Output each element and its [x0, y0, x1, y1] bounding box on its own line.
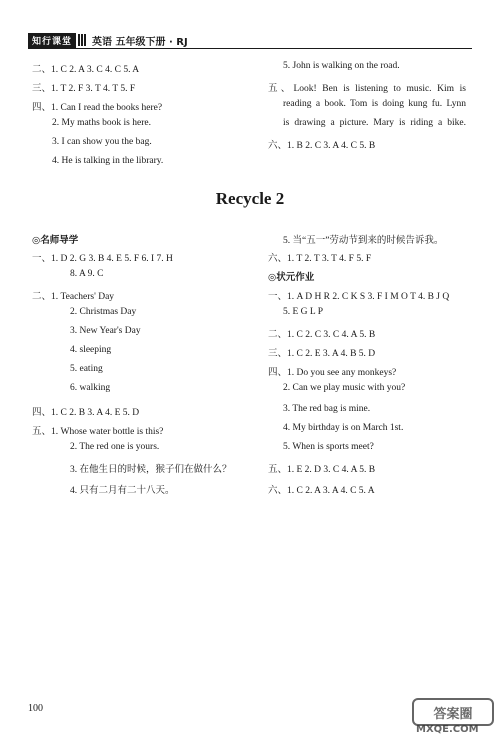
page-number: 100 [28, 703, 43, 714]
answer-line: 6. walking [70, 383, 111, 393]
answer-line: 五、1. E 2. D 3. C 4. A 5. B [268, 465, 376, 475]
watermark-url: MXQE.COM [416, 724, 479, 735]
answer-line: 四、1. C 2. B 3. A 4. E 5. D [32, 408, 140, 418]
answer-line: 六、1. C 2. A 3. A 4. C 5. A [268, 486, 375, 496]
answer-line: 五、1. Whose water bottle is this? [32, 427, 164, 437]
answer-line: is drawing a picture. Mary is riding a bike. [283, 118, 466, 128]
answer-line: 五、Look! Ben is listening to music. Kim is [268, 84, 466, 94]
answer-line: 三、1. T 2. F 3. T 4. T 5. F [32, 84, 136, 94]
answer-line: 8. A 9. C [70, 269, 104, 279]
section-title: Recycle 2 [215, 189, 285, 208]
answer-line: 5. John is walking on the road. [283, 61, 400, 71]
answer-line: 三、1. C 2. E 3. A 4. B 5. D [268, 349, 376, 359]
answer-line: 3. I can show you the bag. [52, 137, 152, 147]
answer-line: 四、1. Do you see any monkeys? [268, 368, 397, 378]
answer-line: 3. New Year's Day [70, 326, 141, 336]
answer-line: 4. He is talking in the library. [52, 156, 164, 166]
header-subject: 英语 五年级下册 · RJ [92, 36, 188, 48]
answer-line: 四、1. Can I read the books here? [32, 103, 163, 113]
answer-line: 2. Can we play music with you? [283, 383, 406, 393]
section-heading: ◎状元作业 [268, 272, 315, 283]
watermark-logo: 答案圈 [412, 698, 494, 726]
answer-line: 二、1. C 2. C 3. C 4. A 5. B [268, 330, 376, 340]
answer-line: 4. My birthday is on March 1st. [283, 423, 404, 433]
answer-line: reading a book. Tom is doing kung fu. Lynn [283, 99, 466, 109]
answer-line: 一、1. A D H R 2. C K S 3. F I M O T 4. B J Q [268, 292, 450, 302]
header-bars-decoration [78, 34, 86, 46]
answer-line: 2. Christmas Day [70, 307, 137, 317]
answer-line: 二、1. C 2. A 3. C 4. C 5. A [32, 65, 140, 75]
answer-line: 六、1. T 2. T 3. T 4. F 5. F [268, 254, 372, 264]
answer-line: 2. My maths book is here. [52, 118, 151, 128]
answer-line: 5. eating [70, 364, 103, 374]
answer-line: 5. When is sports meet? [283, 442, 374, 452]
series-badge: 知行课堂 [28, 33, 76, 48]
running-header [28, 32, 188, 48]
header-rule [28, 48, 472, 49]
answer-line: 4. 只有二月有二十八天。 [70, 486, 175, 496]
answer-line: 4. sleeping [70, 345, 112, 355]
answer-line: 一、1. D 2. G 3. B 4. E 5. F 6. I 7. H [32, 254, 173, 264]
answer-line: 5. 当“五一”劳动节到来的时候告诉我。 [283, 236, 444, 246]
answer-line: 2. The red one is yours. [70, 442, 160, 452]
answer-line: 3. 在他生日的时候，猴子们在做什么？ [70, 465, 232, 475]
answer-line: 二、1. Teachers' Day [32, 292, 115, 302]
answer-line: 3. The red bag is mine. [283, 404, 371, 414]
answer-line: 六、1. B 2. C 3. A 4. C 5. B [268, 141, 376, 151]
section-heading: ◎名师导学 [32, 235, 79, 246]
answer-line: 5. E G L P [283, 307, 324, 317]
